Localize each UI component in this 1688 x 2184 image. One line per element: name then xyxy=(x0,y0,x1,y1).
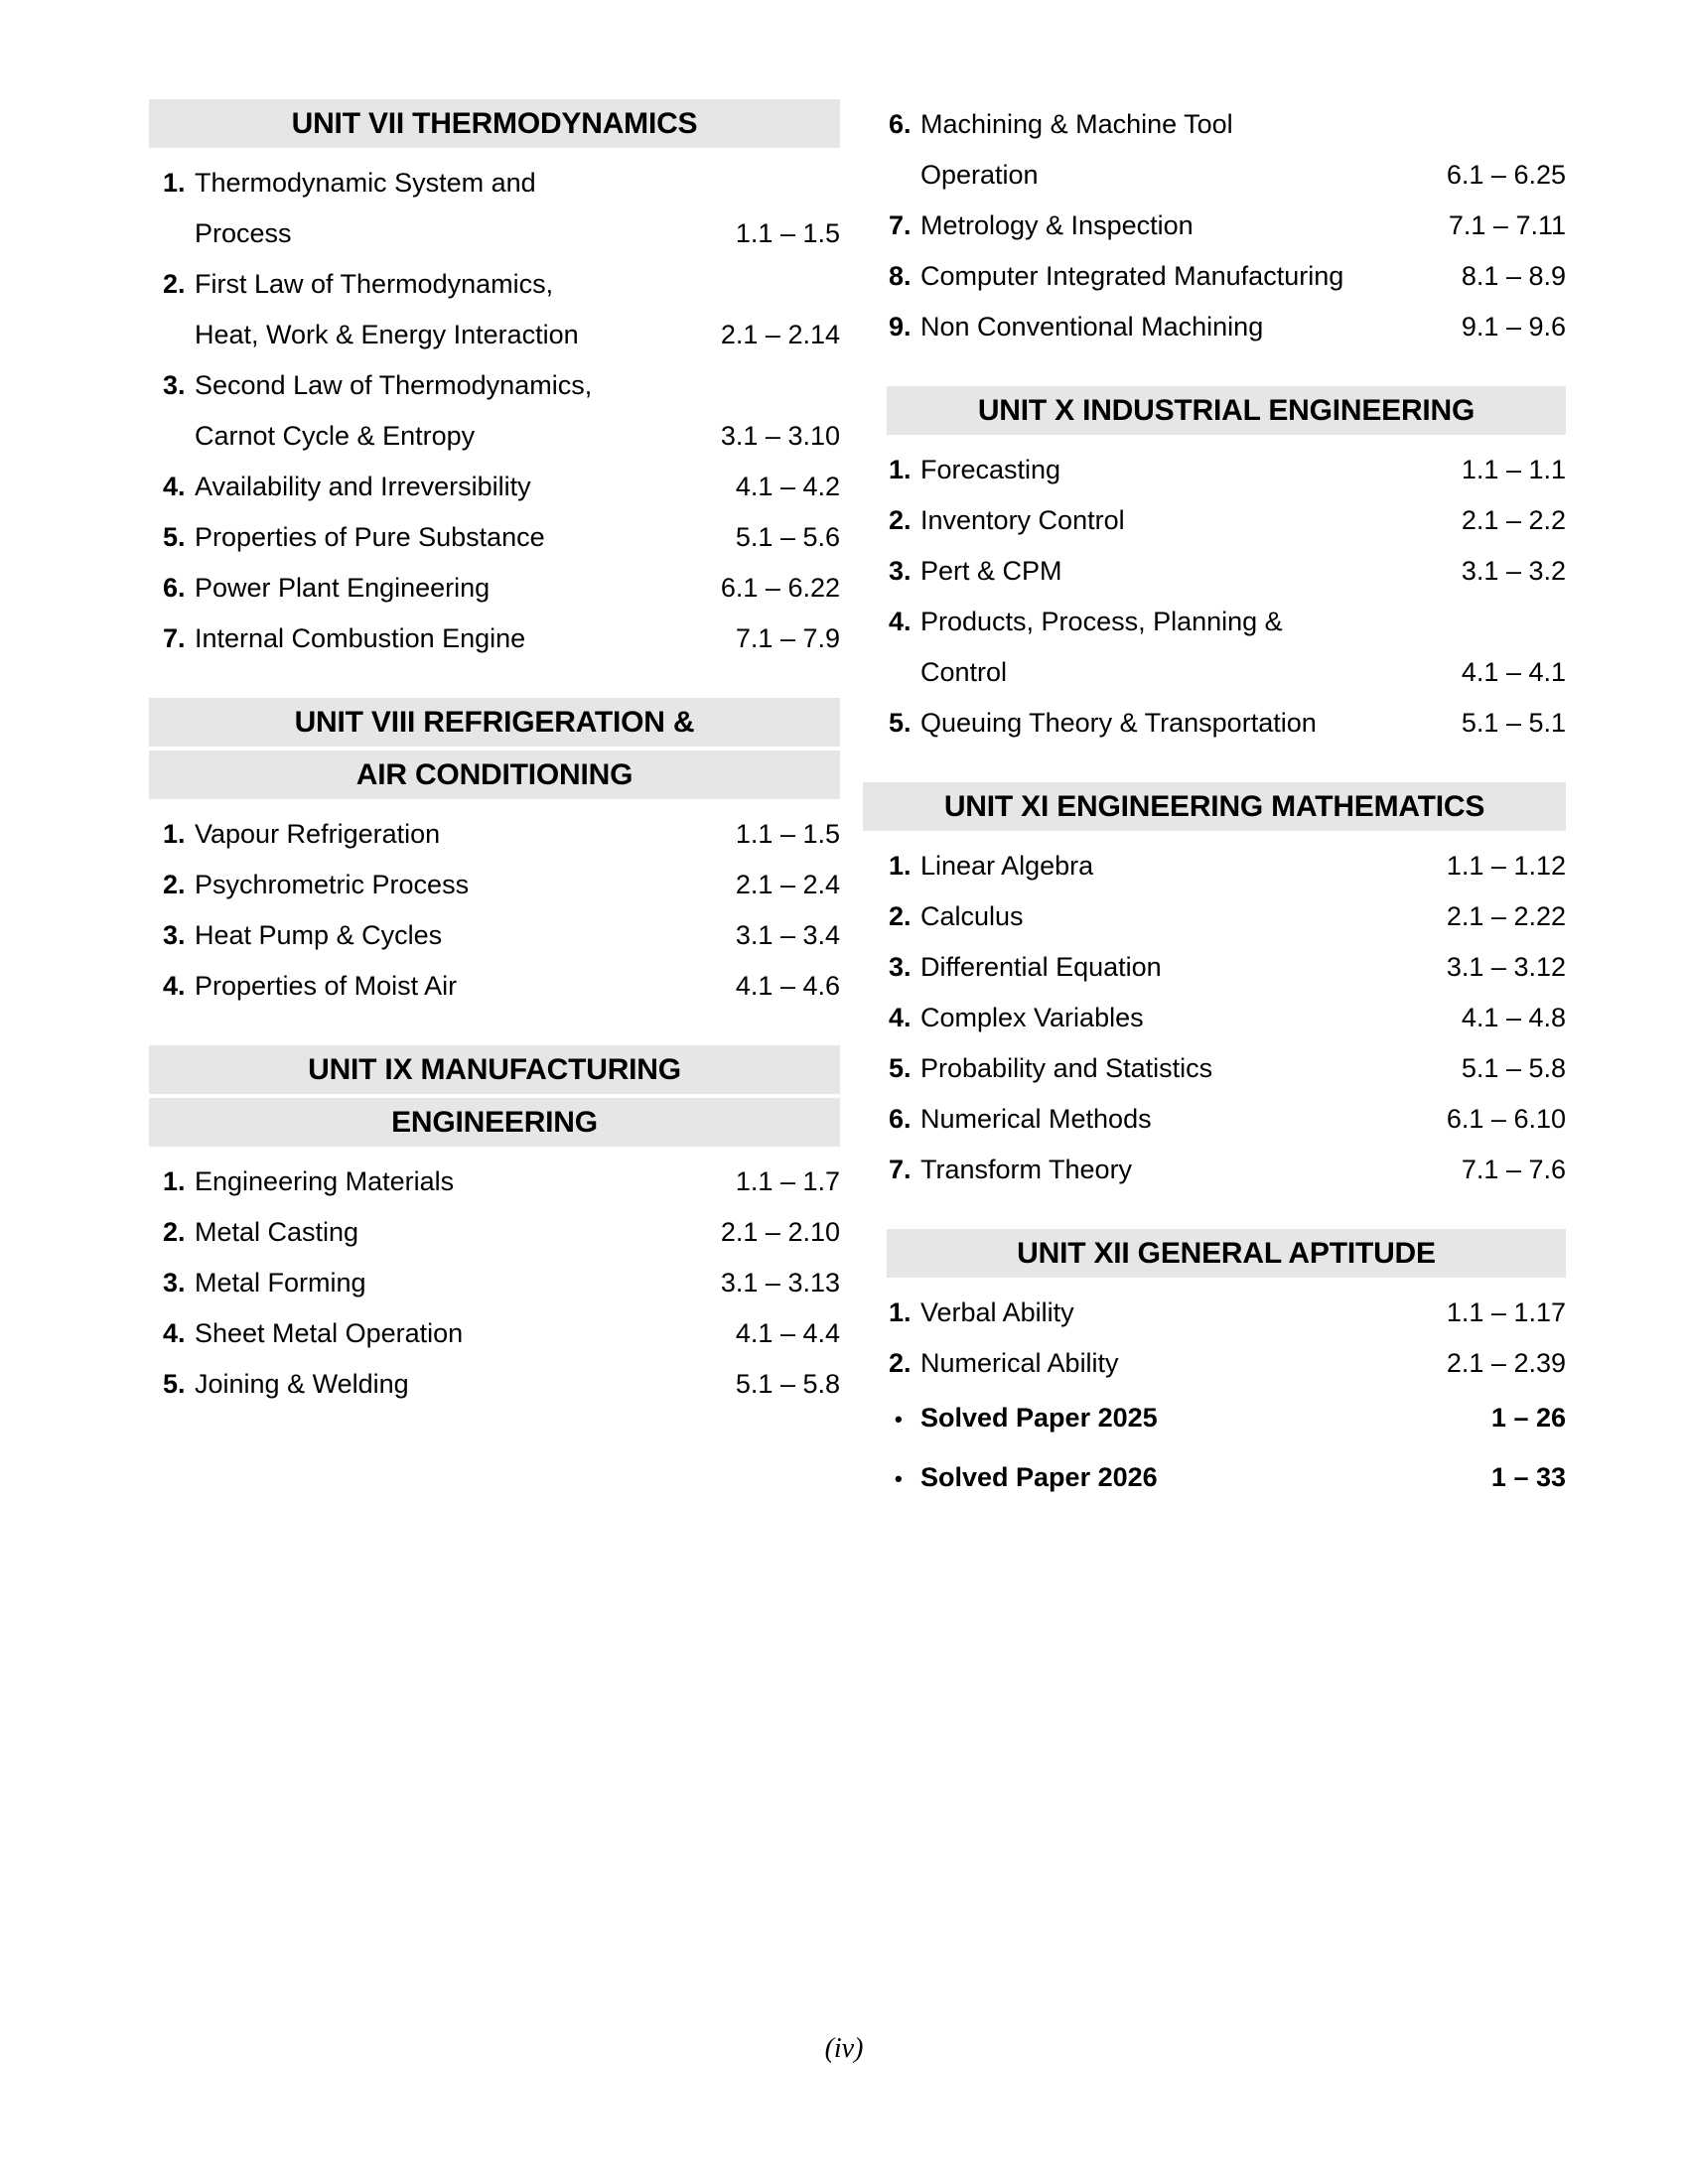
toc-entry[interactable] xyxy=(875,1043,1566,1094)
toc-entry[interactable] xyxy=(875,445,1566,495)
toc-entry[interactable] xyxy=(149,614,840,664)
toc-entry-number: 9. xyxy=(889,312,912,341)
toc-entry[interactable] xyxy=(149,1359,840,1410)
bullet-icon: • xyxy=(895,1466,903,1491)
toc-entry-title: Power Plant Engineering xyxy=(195,573,491,603)
toc-entry-number: 1. xyxy=(163,168,186,198)
toc-entry-line xyxy=(920,698,1566,749)
toc-entry-number: 7. xyxy=(163,623,186,653)
toc-entry-number: 2. xyxy=(889,901,912,931)
toc-entry-title: Inventory Control xyxy=(920,505,1125,535)
toc-entry-pages: 2.1 – 2.14 xyxy=(720,320,840,349)
toc-entry-line xyxy=(195,1157,840,1207)
toc-entry-line xyxy=(920,1043,1566,1094)
toc-entry-title: Differential Equation xyxy=(920,952,1162,982)
toc-entry[interactable] xyxy=(149,910,840,961)
toc-entry[interactable] xyxy=(875,1288,1566,1338)
unit-header xyxy=(149,1045,840,1147)
toc-entry[interactable] xyxy=(149,1207,840,1258)
toc-entry-title: Heat Pump & Cycles xyxy=(195,920,443,950)
toc-entry-number: 2. xyxy=(889,505,912,535)
toc-entry-body xyxy=(920,698,1566,749)
toc-entry-number: 2. xyxy=(163,870,186,899)
toc-entry-title-continued: Operation xyxy=(920,160,1039,190)
toc-entry-title: Queuing Theory & Transportation xyxy=(920,708,1317,738)
toc-entry[interactable] xyxy=(149,1157,840,1207)
toc-entry-body xyxy=(920,201,1566,251)
toc-entry-number: 3. xyxy=(163,370,186,400)
toc-entry-number: 1. xyxy=(163,1166,186,1196)
unit-header-bar: UNIT XII GENERAL APTITUDE xyxy=(887,1229,1566,1278)
toc-entry-pages: 1.1 – 1.17 xyxy=(1446,1297,1566,1327)
toc-entry[interactable] xyxy=(149,860,840,910)
toc-entry-number: 6. xyxy=(889,1104,912,1134)
toc-entry-pages: 9.1 – 9.6 xyxy=(1461,312,1566,341)
toc-entry-title: Metal Forming xyxy=(195,1268,366,1297)
toc-entry-line xyxy=(195,563,840,614)
toc-entry-title: Engineering Materials xyxy=(195,1166,455,1196)
toc-entry-body xyxy=(195,563,840,614)
toc-entry-line xyxy=(195,860,840,910)
toc-entry-title-continued: Control xyxy=(920,657,1008,687)
toc-entry-pages: 5.1 – 5.8 xyxy=(1461,1053,1566,1083)
toc-entry-line xyxy=(195,462,840,512)
toc-entry-pages: 6.1 – 6.10 xyxy=(1446,1104,1566,1134)
toc-entry-title: Non Conventional Machining xyxy=(920,312,1264,341)
toc-entry-line xyxy=(195,360,840,411)
toc-bullet-title: Solved Paper 2025 xyxy=(920,1403,1158,1433)
toc-entry[interactable] xyxy=(875,993,1566,1043)
toc-entry-pages: 3.1 – 3.2 xyxy=(1461,556,1566,586)
toc-entry-title: Internal Combustion Engine xyxy=(195,623,526,653)
toc-entry-number: 4. xyxy=(163,1318,186,1348)
toc-entry[interactable] xyxy=(875,841,1566,891)
toc-entry-line xyxy=(195,961,840,1012)
toc-entry-body xyxy=(195,809,840,860)
toc-entry-line xyxy=(920,942,1566,993)
toc-entry[interactable] xyxy=(149,360,840,462)
toc-entry[interactable] xyxy=(149,1258,840,1308)
toc-entry-pages: 3.1 – 3.10 xyxy=(720,421,840,451)
toc-entry[interactable] xyxy=(875,302,1566,352)
toc-entry-title-continued: Heat, Work & Energy Interaction xyxy=(195,320,579,349)
toc-entry-number: 1. xyxy=(889,455,912,484)
toc-entry[interactable] xyxy=(875,942,1566,993)
unit-header xyxy=(875,1229,1566,1278)
toc-entry-number: 1. xyxy=(889,1297,912,1327)
toc-entry-title: Metal Casting xyxy=(195,1217,359,1247)
toc-entry-body xyxy=(920,99,1566,201)
toc-entry-title: Second Law of Thermodynamics, xyxy=(195,370,593,400)
toc-entry-pages: 3.1 – 3.4 xyxy=(735,920,840,950)
toc-entry-number: 3. xyxy=(163,920,186,950)
toc-entry-line xyxy=(920,251,1566,302)
toc-entry-pages: 5.1 – 5.8 xyxy=(735,1369,840,1399)
bullet-icon: • xyxy=(895,1407,903,1432)
toc-entry-body xyxy=(195,512,840,563)
toc-entry[interactable] xyxy=(149,809,840,860)
unit-header-bar: UNIT VII THERMODYNAMICS xyxy=(149,99,840,148)
toc-entry-number: 4. xyxy=(163,971,186,1001)
toc-bullet-body xyxy=(920,1389,1566,1446)
toc-entry-number: 5. xyxy=(163,522,186,552)
toc-entry-body xyxy=(920,597,1566,698)
toc-entry-pages: 2.1 – 2.10 xyxy=(720,1217,840,1247)
toc-entry-body xyxy=(920,1094,1566,1145)
toc-entry-body xyxy=(195,1157,840,1207)
toc-entry-pages: 3.1 – 3.12 xyxy=(1446,952,1566,982)
toc-entry-pages: 6.1 – 6.25 xyxy=(1446,160,1566,190)
toc-entry-line xyxy=(920,993,1566,1043)
toc-entry-body xyxy=(920,1338,1566,1389)
toc-entry-line xyxy=(920,546,1566,597)
toc-entry-title: Psychrometric Process xyxy=(195,870,470,899)
toc-entry-body xyxy=(920,1043,1566,1094)
toc-entry[interactable] xyxy=(875,1094,1566,1145)
toc-entry-title: Products, Process, Planning & xyxy=(920,607,1283,636)
toc-entry-line xyxy=(920,597,1566,647)
toc-entry-number: 2. xyxy=(889,1348,912,1378)
toc-entry-title: Thermodynamic System and xyxy=(195,168,536,198)
toc-entry-line xyxy=(920,150,1566,201)
toc-entry-number: 8. xyxy=(889,261,912,291)
toc-entry-body xyxy=(195,1258,840,1308)
toc-entry-line xyxy=(920,99,1566,150)
toc-entry-line xyxy=(920,891,1566,942)
toc-entry[interactable] xyxy=(875,546,1566,597)
toc-bullet-pages: 1 – 26 xyxy=(1490,1403,1566,1433)
toc-entry-title: Properties of Pure Substance xyxy=(195,522,545,552)
toc-entry-number: 1. xyxy=(163,819,186,849)
toc-entry-number: 5. xyxy=(163,1369,186,1399)
toc-entry-number: 3. xyxy=(889,556,912,586)
toc-entry-body xyxy=(920,495,1566,546)
toc-entry-body xyxy=(195,462,840,512)
toc-entry[interactable] xyxy=(875,597,1566,698)
toc-entry-pages: 2.1 – 2.4 xyxy=(735,870,840,899)
toc-entry-pages: 4.1 – 4.1 xyxy=(1461,657,1566,687)
unit-header-bar: UNIT VIII REFRIGERATION & xyxy=(149,698,840,747)
toc-entry-body xyxy=(195,961,840,1012)
toc-entry-title: Joining & Welding xyxy=(195,1369,409,1399)
toc-entry-pages: 7.1 – 7.6 xyxy=(1461,1155,1566,1184)
toc-entry[interactable] xyxy=(149,563,840,614)
toc-entry-number: 3. xyxy=(163,1268,186,1297)
toc-entry-title: Numerical Methods xyxy=(920,1104,1152,1134)
toc-entry-line xyxy=(195,512,840,563)
toc-entry[interactable] xyxy=(149,961,840,1012)
toc-entry-title: Properties of Moist Air xyxy=(195,971,458,1001)
unit-header-bar: UNIT XI ENGINEERING MATHEMATICS xyxy=(863,782,1566,831)
toc-entry[interactable] xyxy=(875,891,1566,942)
toc-entry-body xyxy=(920,891,1566,942)
toc-entry-pages: 1.1 – 1.1 xyxy=(1461,455,1566,484)
page-folio: (iv) xyxy=(824,2033,864,2064)
toc-entry-body xyxy=(920,445,1566,495)
toc-entry-title: Vapour Refrigeration xyxy=(195,819,441,849)
toc-entry-title: First Law of Thermodynamics, xyxy=(195,269,554,299)
toc-entry-line xyxy=(920,1094,1566,1145)
toc-entry[interactable] xyxy=(875,251,1566,302)
toc-entry-body xyxy=(195,158,840,259)
toc-entry[interactable] xyxy=(149,259,840,360)
toc-entry-line xyxy=(195,1258,840,1308)
toc-entry-pages: 4.1 – 4.6 xyxy=(735,971,840,1001)
toc-entry-number: 1. xyxy=(889,851,912,881)
toc-entry-line xyxy=(920,1145,1566,1195)
toc-entry-line xyxy=(920,495,1566,546)
toc-entry-body xyxy=(920,251,1566,302)
toc-entry[interactable] xyxy=(875,1145,1566,1195)
toc-entry-line xyxy=(920,647,1566,698)
toc-entry-title: Probability and Statistics xyxy=(920,1053,1213,1083)
toc-entry-pages: 2.1 – 2.2 xyxy=(1461,505,1566,535)
toc-bullet-pages: 1 – 33 xyxy=(1490,1462,1566,1492)
toc-entry[interactable] xyxy=(149,512,840,563)
unit-header-bar: ENGINEERING xyxy=(149,1098,840,1147)
toc-entry-number: 2. xyxy=(163,1217,186,1247)
toc-entry-title: Computer Integrated Manufacturing xyxy=(920,261,1344,291)
toc-entry[interactable] xyxy=(875,698,1566,749)
toc-entry-line xyxy=(195,259,840,310)
toc-entry-pages: 7.1 – 7.9 xyxy=(735,623,840,653)
toc-entry-title: Complex Variables xyxy=(920,1003,1144,1032)
toc-entry-body xyxy=(195,860,840,910)
toc-entry-title: Numerical Ability xyxy=(920,1348,1119,1378)
unit-header xyxy=(149,99,840,148)
toc-entry-title: Metrology & Inspection xyxy=(920,210,1194,240)
toc-entry-body xyxy=(920,546,1566,597)
toc-entry-pages: 4.1 – 4.4 xyxy=(735,1318,840,1348)
toc-entry-title: Calculus xyxy=(920,901,1024,931)
toc-entry-line xyxy=(920,1338,1566,1389)
toc-entry-pages: 5.1 – 5.6 xyxy=(735,522,840,552)
toc-bullet-entry[interactable] xyxy=(875,1448,1566,1508)
toc-entry-body xyxy=(920,993,1566,1043)
toc-entry-pages: 2.1 – 2.22 xyxy=(1446,901,1566,931)
toc-entry-line xyxy=(195,310,840,360)
unit-header-bar: UNIT X INDUSTRIAL ENGINEERING xyxy=(887,386,1566,435)
toc-entry-number: 3. xyxy=(889,952,912,982)
toc-entry-title: Forecasting xyxy=(920,455,1061,484)
toc-entry-line xyxy=(920,445,1566,495)
toc-entry-line xyxy=(195,158,840,208)
toc-entry-body xyxy=(920,302,1566,352)
toc-entry-body xyxy=(195,1207,840,1258)
toc-entry-line xyxy=(195,809,840,860)
toc-entry[interactable] xyxy=(875,201,1566,251)
toc-entry-pages: 3.1 – 3.13 xyxy=(720,1268,840,1297)
toc-entry-number: 4. xyxy=(889,1003,912,1032)
toc-entry-body xyxy=(195,910,840,961)
toc-entry-pages: 8.1 – 8.9 xyxy=(1461,261,1566,291)
toc-entry-title: Pert & CPM xyxy=(920,556,1062,586)
toc-entry-pages: 4.1 – 4.8 xyxy=(1461,1003,1566,1032)
toc-entry[interactable] xyxy=(149,158,840,259)
toc-entry-body xyxy=(920,942,1566,993)
toc-entry-title: Linear Algebra xyxy=(920,851,1094,881)
toc-entry-number: 7. xyxy=(889,210,912,240)
toc-entry-pages: 1.1 – 1.7 xyxy=(735,1166,840,1196)
toc-entry-title-continued: Carnot Cycle & Entropy xyxy=(195,421,476,451)
toc-entry-number: 4. xyxy=(889,607,912,636)
toc-entry-line xyxy=(195,1359,840,1410)
unit-header xyxy=(875,782,1566,831)
toc-entry-title: Availability and Irreversibility xyxy=(195,472,531,501)
toc-entry-pages: 1.1 – 1.5 xyxy=(735,819,840,849)
toc-entry[interactable] xyxy=(875,99,1566,201)
toc-entry-line xyxy=(920,1288,1566,1338)
toc-bullet-body xyxy=(920,1448,1566,1506)
toc-entry-line xyxy=(195,910,840,961)
toc-entry-body xyxy=(920,1145,1566,1195)
toc-entry-title: Sheet Metal Operation xyxy=(195,1318,464,1348)
toc-entry[interactable] xyxy=(875,1338,1566,1389)
toc-entry[interactable] xyxy=(149,1308,840,1359)
toc-columns xyxy=(149,99,1566,1508)
toc-entry-pages: 1.1 – 1.5 xyxy=(735,218,840,248)
toc-entry-line xyxy=(920,201,1566,251)
toc-entry-body xyxy=(195,360,840,462)
toc-entry-line xyxy=(195,614,840,664)
toc-entry-pages: 6.1 – 6.22 xyxy=(720,573,840,603)
toc-entry-pages: 4.1 – 4.2 xyxy=(735,472,840,501)
toc-entry-line xyxy=(195,1308,840,1359)
toc-entry-number: 6. xyxy=(889,109,912,139)
toc-entry-line xyxy=(920,841,1566,891)
toc-entry-body xyxy=(195,1359,840,1410)
toc-right-column xyxy=(875,99,1566,1508)
toc-bullet-entry[interactable] xyxy=(875,1389,1566,1448)
toc-entry-body xyxy=(195,259,840,360)
toc-entry-pages: 5.1 – 5.1 xyxy=(1461,708,1566,738)
toc-entry-number: 2. xyxy=(163,269,186,299)
toc-entry-line xyxy=(920,302,1566,352)
toc-entry-title: Transform Theory xyxy=(920,1155,1133,1184)
unit-header xyxy=(149,698,840,799)
toc-entry-body xyxy=(195,614,840,664)
toc-entry[interactable] xyxy=(875,495,1566,546)
toc-entry-body xyxy=(195,1308,840,1359)
toc-entry-body xyxy=(920,1288,1566,1338)
unit-header-bar: AIR CONDITIONING xyxy=(149,751,840,799)
toc-entry-line xyxy=(195,411,840,462)
toc-entry-title: Verbal Ability xyxy=(920,1297,1074,1327)
toc-left-column xyxy=(149,99,840,1410)
toc-entry-title: Machining & Machine Tool xyxy=(920,109,1233,139)
unit-header-bar: UNIT IX MANUFACTURING xyxy=(149,1045,840,1094)
toc-entry-pages: 7.1 – 7.11 xyxy=(1448,210,1566,240)
toc-bullet-title: Solved Paper 2026 xyxy=(920,1462,1158,1492)
toc-entry-number: 4. xyxy=(163,472,186,501)
toc-entry-number: 5. xyxy=(889,708,912,738)
toc-entry-line xyxy=(195,1207,840,1258)
toc-entry-pages: 2.1 – 2.39 xyxy=(1446,1348,1566,1378)
toc-entry[interactable] xyxy=(149,462,840,512)
toc-entry-number: 7. xyxy=(889,1155,912,1184)
toc-entry-body xyxy=(920,841,1566,891)
toc-entry-number: 5. xyxy=(889,1053,912,1083)
unit-header xyxy=(875,386,1566,435)
toc-entry-number: 6. xyxy=(163,573,186,603)
toc-entry-line xyxy=(195,208,840,259)
toc-entry-pages: 1.1 – 1.12 xyxy=(1446,851,1566,881)
toc-entry-title-continued: Process xyxy=(195,218,292,248)
